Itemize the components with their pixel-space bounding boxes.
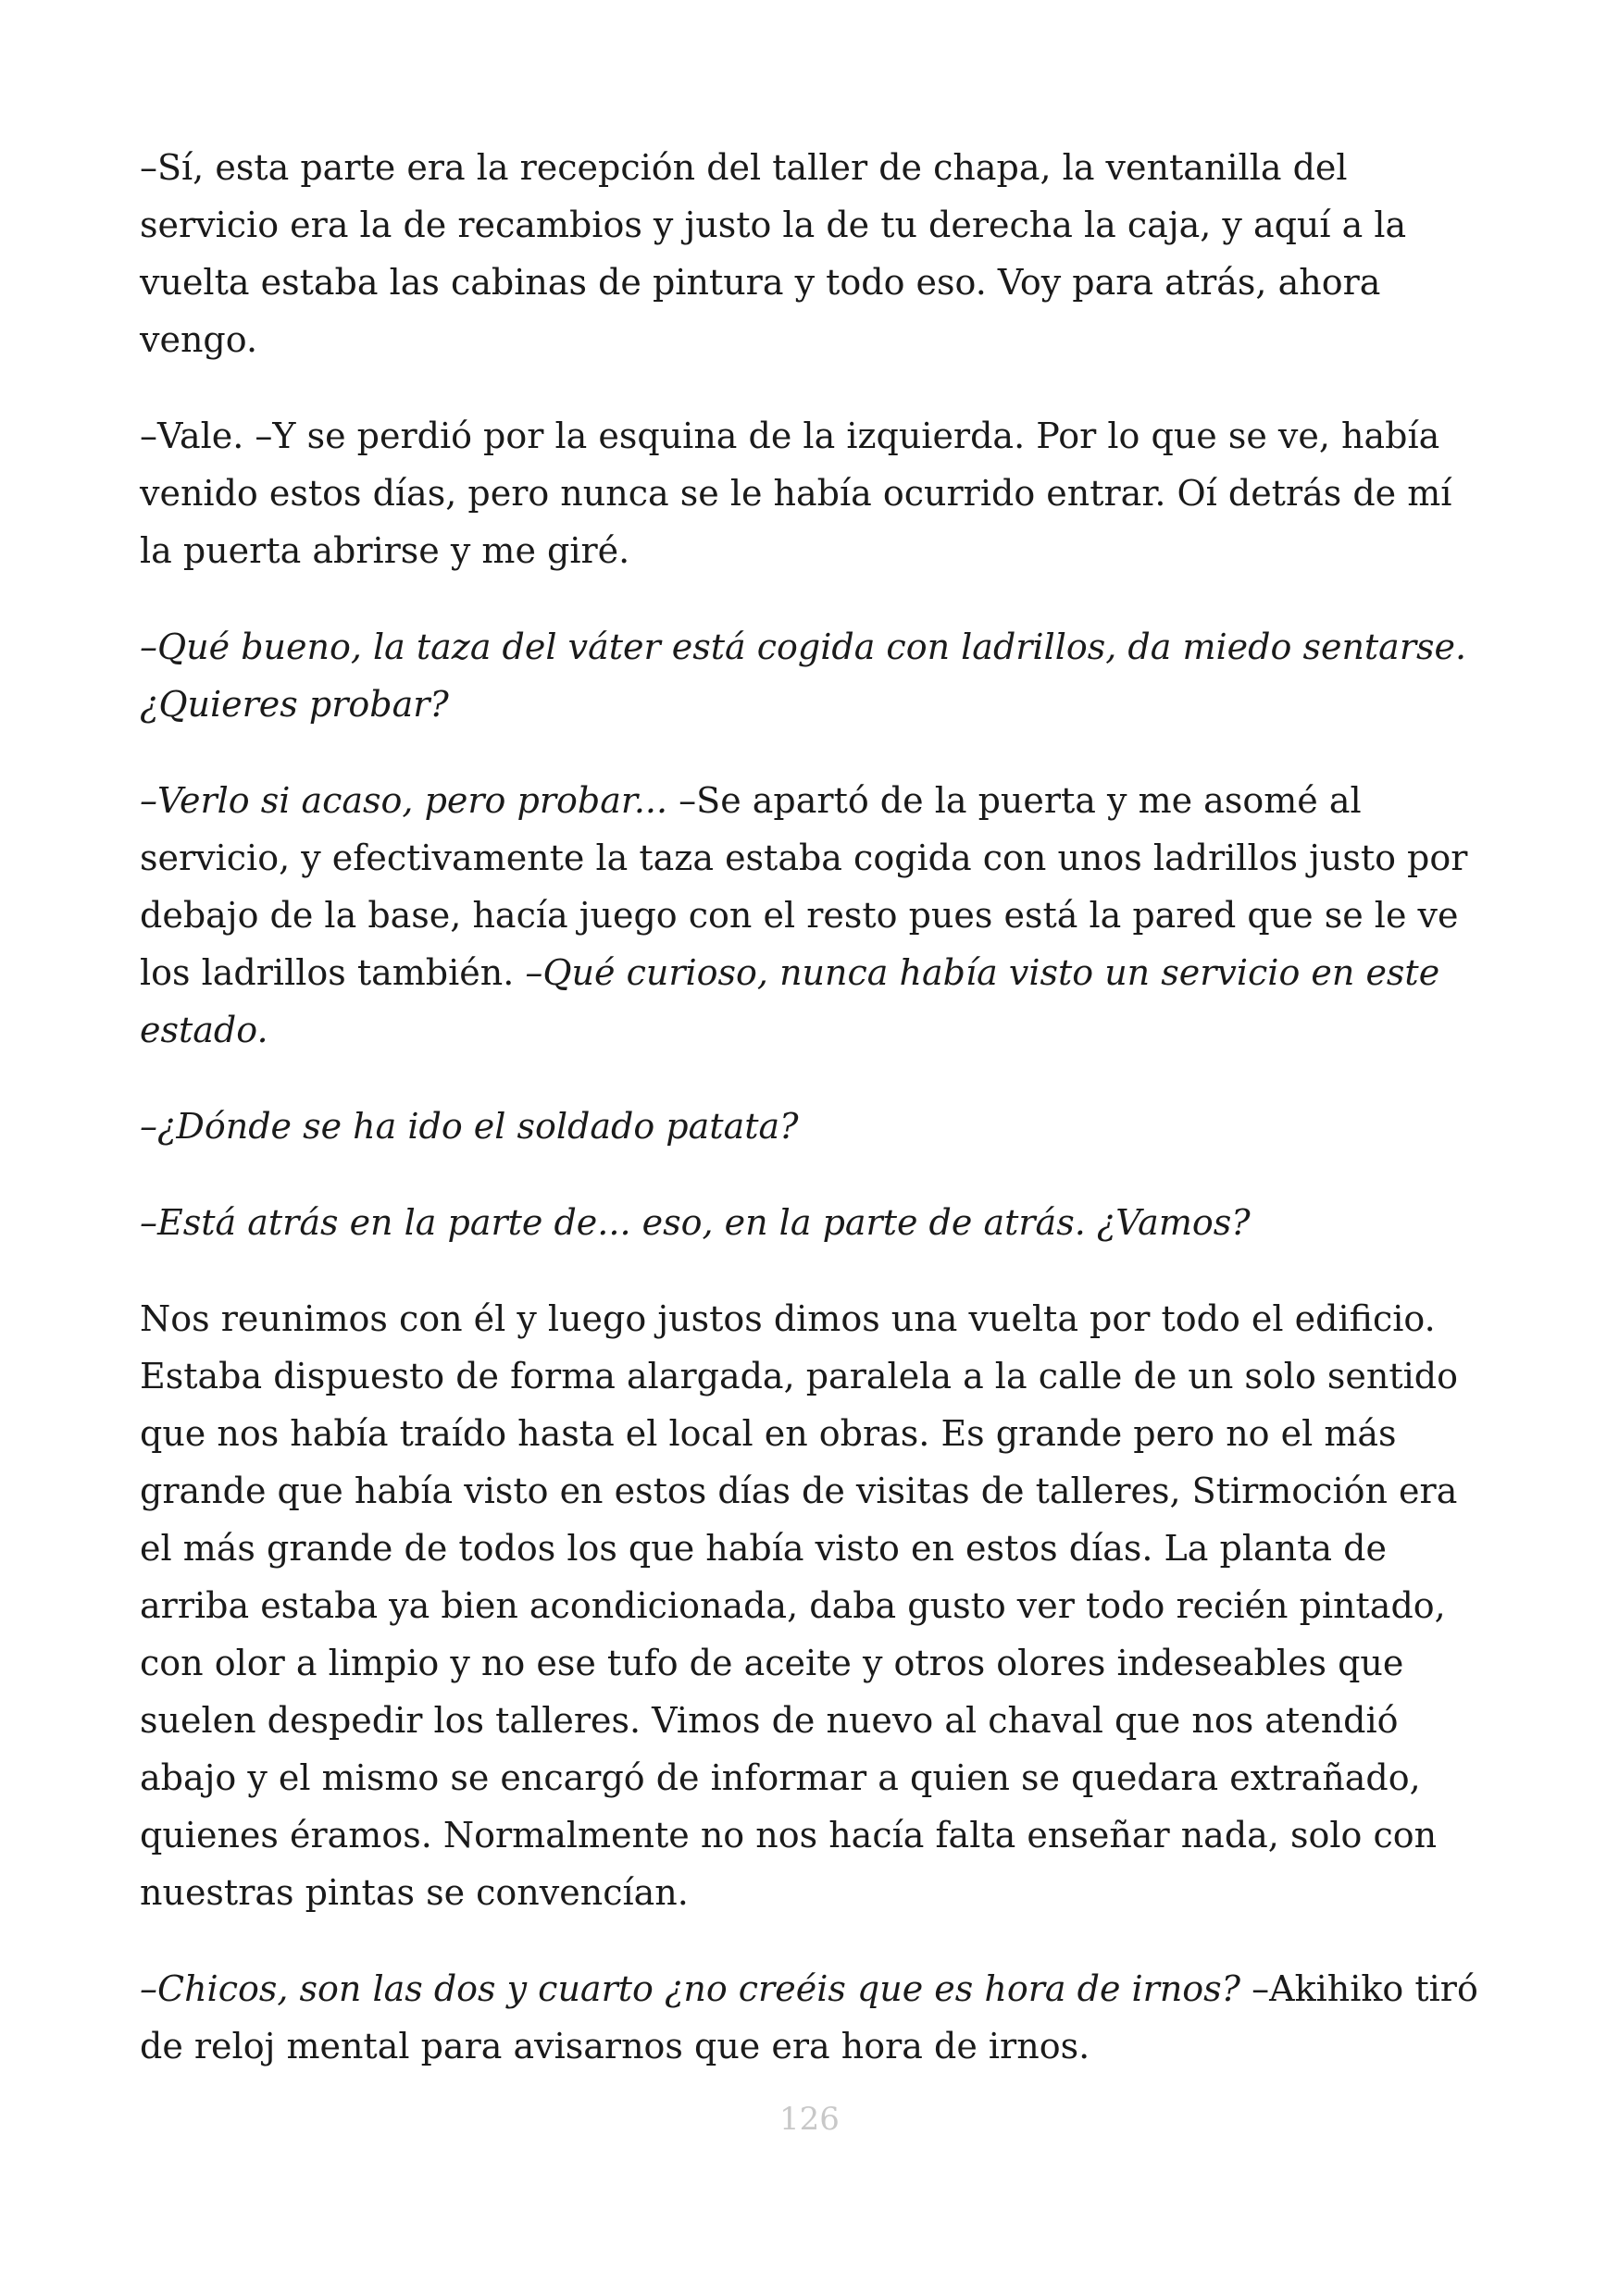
paragraph-4-dialogue-start: –Verlo si acaso, pero probar... bbox=[140, 780, 668, 821]
paragraph-3-dialogue: –Qué bueno, la taza del váter está cogida con ladrillos, da miedo sentarse. ¿Quieres probar? bbox=[140, 627, 1467, 725]
paragraph-1 bbox=[140, 139, 1491, 368]
paragraph-5-dialogue: –¿Dónde se ha ido el soldado patata? bbox=[140, 1106, 799, 1147]
page-body bbox=[140, 139, 1491, 2114]
paragraph-4-dialogue-end: –Qué curioso, nunca había visto un servicio en este estado. bbox=[140, 952, 1440, 1050]
paragraph-7 bbox=[140, 1290, 1491, 1921]
paragraph-2-text: –Vale. –Y se perdió por la esquina de la izquierda. Por lo que se ve, había venido estos días, pero nunca se le había ocurrido entrar. Oí detrás de mí la puerta abrirse y me giré. bbox=[140, 416, 1452, 571]
paragraph-3 bbox=[140, 618, 1491, 733]
paragraph-8 bbox=[140, 1960, 1491, 2075]
paragraph-6-dialogue: –Está atrás en la parte de... eso, en la parte de atrás. ¿Vamos? bbox=[140, 1202, 1251, 1243]
paragraph-6 bbox=[140, 1194, 1491, 1251]
page-number: 126 bbox=[779, 2101, 840, 2138]
paragraph-7-text: Nos reunimos con él y luego justos dimos una vuelta por todo el edificio. Estaba dispuesto de forma alargada, paralela a la calle de un solo sentido que nos había traído hasta el local en obras. Es grande pero no el más grande que había visto en estos días de visitas de talleres, Stirmoción era el más grande de todos los que había visto en estos días. La planta de arriba estaba ya bien acondicionada, daba gusto ver todo recién pintado, con olor a limpio y no ese tufo de aceite y otros olores indeseables que suelen despedir los talleres. Vimos de nuevo al chaval que nos atendió abajo y el mismo se encargó de informar a quien se quedara extrañado, quienes éramos. Normalmente no nos hacía falta enseñar nada, solo con nuestras pintas se convencían. bbox=[140, 1298, 1458, 1913]
paragraph-4 bbox=[140, 772, 1491, 1059]
paragraph-4-narration: –Se apartó de la puerta y me asomé al servicio, y efectivamente la taza estaba cogida con unos ladrillos justo por debajo de la base, hacía juego con el resto pues está la pared que se le ve los ladrillos también. bbox=[140, 780, 1468, 993]
paragraph-2 bbox=[140, 407, 1491, 579]
paragraph-5 bbox=[140, 1098, 1491, 1155]
paragraph-1-text: –Sí, esta parte era la recepción del taller de chapa, la ventanilla del servicio era la de recambios y justo la de tu derecha la caja, y aquí a la vuelta estaba las cabinas de pintura y todo eso. Voy para atrás, ahora vengo. bbox=[140, 147, 1407, 360]
paragraph-8-narration: –Akihiko tiró de reloj mental para avisarnos que era hora de irnos. bbox=[140, 1968, 1478, 2066]
paragraph-8-dialogue: –Chicos, son las dos y cuarto ¿no creéis que es hora de irnos? bbox=[140, 1968, 1241, 2009]
